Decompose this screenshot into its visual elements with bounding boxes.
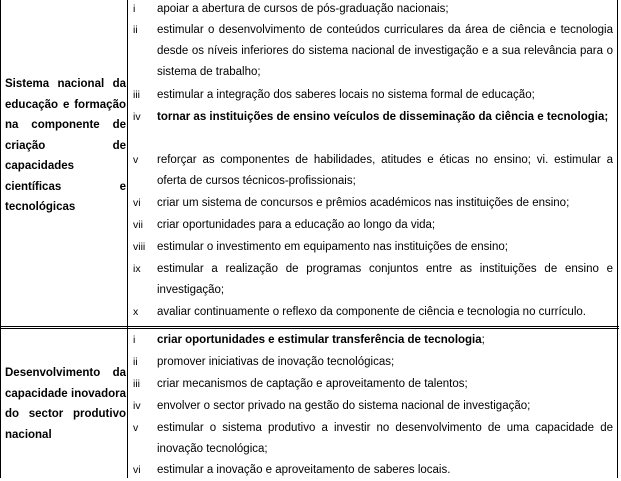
item-text: estimular o sistema produtivo a investir no desenvolvimento de uma capacidade de inovação tecnológica; xyxy=(157,422,613,455)
item-number: vi xyxy=(133,197,141,209)
item-text: estimular o investimento em equipamento nas instituições de ensino; xyxy=(157,241,508,253)
item-text: criar oportunidades para a educação ao longo da vida; xyxy=(157,219,436,231)
item-text: promover iniciativas de inovação tecnológicas; xyxy=(157,356,395,368)
item-text: avaliar continuamente o reflexo da componente de ciência e tecnologia no currículo. xyxy=(157,306,586,318)
item-text: estimular a realização de programas conjuntos entre as instituições de ensino e investigação; xyxy=(157,263,613,296)
item-text: estimular a inovação e aproveitamento de saberes locais. xyxy=(157,464,451,476)
item-number: iv xyxy=(133,400,141,412)
item-text: reforçar as componentes de habilidades, atitudes e éticas no ensino; vi. estimular a oferta de cursos técnicos-profissionais; xyxy=(157,154,613,187)
item-number: i xyxy=(133,3,136,15)
item-text: tornar as instituições de ensino veículos de disseminação da ciência e tecnologia; xyxy=(157,111,609,123)
item-text: criar mecanismos de captação e aproveitamento de talentos; xyxy=(157,378,468,390)
item-number: v xyxy=(133,154,139,166)
item-number: vii xyxy=(133,219,143,231)
item-number: ii xyxy=(133,356,138,368)
item-text: envolver o sector privado na gestão do sistema nacional de investigação; xyxy=(157,400,531,412)
item-text: criar um sistema de concursos e prêmios académicos nas instituições de ensino; xyxy=(157,197,570,209)
item-number: viii xyxy=(133,241,146,253)
item-text xyxy=(157,330,613,351)
item-text: apoiar a abertura de cursos de pós-graduação nacionais; xyxy=(157,3,449,15)
item-number: iii xyxy=(133,89,140,101)
item-number: v xyxy=(133,422,139,434)
item-text: estimular o desenvolvimento de conteúdos curriculares da área de ciência e tecnologia desde os níveis inferiores do sistema nacional de investigação e a sua relevância para o sistema de trabalho; xyxy=(157,24,613,78)
item-text-suffix: ; xyxy=(481,334,485,346)
item-number: vi xyxy=(133,464,141,476)
item-text-bold: criar oportunidades e estimular transferência de tecnologia xyxy=(157,334,482,346)
item-number: ix xyxy=(133,263,141,275)
item-number: iv xyxy=(133,111,141,123)
item-number: x xyxy=(133,306,139,318)
item-number: iii xyxy=(133,378,140,390)
section-label: Sistema nacional da educação e formação na componente de criação de capacidades científicas e tecnológicas xyxy=(5,78,126,213)
section-label: Desenvolvimento da capacidade inovadora do sector produtivo nacional xyxy=(5,367,126,441)
section-divider-top xyxy=(0,326,619,327)
item-number: ii xyxy=(133,24,138,36)
item-text: estimular a integração dos saberes locais no sistema formal de educação; xyxy=(157,89,535,101)
item-number: i xyxy=(133,334,136,346)
section-innovation xyxy=(0,329,619,478)
